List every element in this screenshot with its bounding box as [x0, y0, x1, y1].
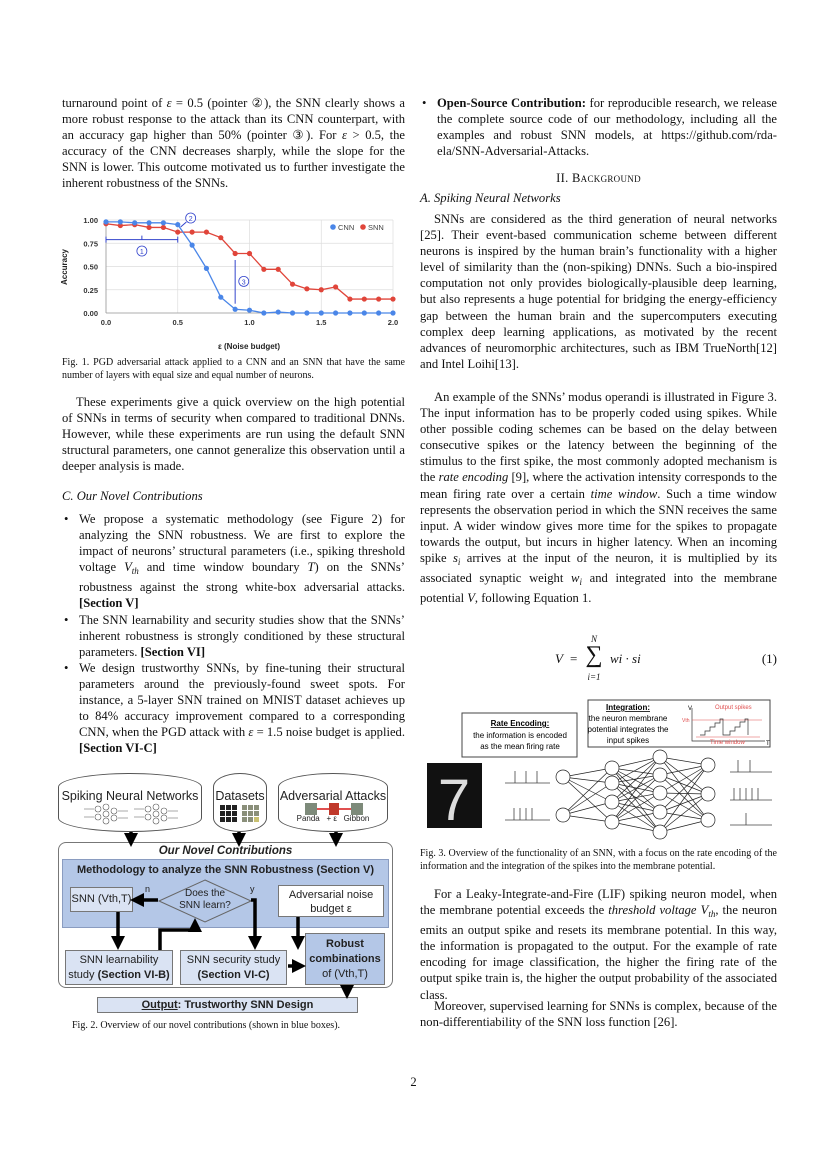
- page-number: 2: [410, 1075, 417, 1089]
- synapse: [612, 812, 660, 822]
- contributions-title: Our Novel Contributions: [158, 845, 293, 857]
- contribution-item: [62, 511, 405, 612]
- data-point-cnn: [118, 219, 123, 224]
- y-axis-label: Accuracy: [60, 248, 69, 286]
- synapse: [660, 775, 708, 794]
- integration-text: potential integrates the: [587, 725, 669, 734]
- math-text: T: [307, 560, 315, 575]
- heading-spiking-neural-networks: A. Spiking Neural Networks: [420, 191, 561, 205]
- text-run: ) on the SNNs’ robustness against the strong white-box adversarial attacks.: [79, 560, 405, 595]
- output-box: Output: Trustworthy SNN Design: [97, 997, 358, 1013]
- data-point-cnn: [362, 310, 367, 315]
- data-point-snn: [190, 229, 195, 234]
- data-point-cnn: [390, 310, 395, 315]
- fig2-caption: Fig. 2. Overview of our novel contributions (shown in blue boxes).: [72, 1020, 341, 1031]
- synapse: [563, 777, 612, 822]
- decision-label: Does the SNN learn?: [179, 888, 231, 911]
- neuron: [653, 750, 667, 764]
- text-run: , following Equation 1.: [474, 591, 592, 606]
- legend-marker: [360, 224, 366, 230]
- pointer-2-arrow: [181, 222, 187, 227]
- paragraph-lif: [420, 886, 777, 1003]
- contribution-item: [62, 612, 405, 660]
- legend-marker: [330, 224, 336, 230]
- data-point-snn: [146, 225, 151, 230]
- data-point-cnn: [175, 222, 180, 227]
- data-point-snn: [347, 296, 352, 301]
- neuron: [653, 768, 667, 782]
- synapse: [563, 777, 612, 802]
- open-source-item: • Open-Source Contribution: for reproducible research, we release the complete source code of our methodology, including all the examples and robust SNN models, at https://github.com/rda-ela/SNN-Adversarial-Attacks.: [420, 95, 777, 159]
- data-point-snn: [161, 225, 166, 230]
- open-source-list: [420, 95, 777, 159]
- data-point-snn: [304, 286, 309, 291]
- output-spikes-label: Output spikes: [715, 705, 752, 711]
- paragraph-snn-intro: [420, 211, 777, 372]
- datasets-database-label: Datasets: [215, 789, 265, 803]
- text-run: and integrated into the membrane potential: [420, 571, 777, 606]
- data-point-cnn: [146, 220, 151, 225]
- synapse: [612, 822, 660, 832]
- rate-encoding-text: as the mean firing rate: [480, 742, 560, 751]
- pointer-1-label: 1: [139, 249, 144, 256]
- neuron: [701, 813, 715, 827]
- methodology-title: Methodology to analyze the SNN Robustness (Section V): [76, 864, 375, 876]
- data-point-cnn: [276, 309, 281, 314]
- x-tick-label: 1.0: [244, 318, 255, 327]
- neuron: [605, 761, 619, 775]
- data-point-snn: [233, 251, 238, 256]
- data-point-snn: [362, 296, 367, 301]
- digit-seven: 7: [437, 768, 471, 833]
- x-tick-label: 0.5: [172, 318, 183, 327]
- bold-text: [Section V]: [79, 596, 139, 611]
- synapse: [563, 768, 612, 777]
- math-text: rate encoding: [438, 470, 509, 485]
- fig3-caption: Fig. 3. Overview of the functionality of an SNN, with a focus on the rate encoding of the information and the integration of the spikes into the membrane potential.: [420, 848, 777, 872]
- data-point-cnn: [347, 310, 352, 315]
- math-text: ε: [248, 725, 254, 740]
- fig3-diagram: [420, 695, 790, 845]
- contribution-item: [62, 660, 405, 757]
- data-point-snn: [247, 251, 252, 256]
- data-point-snn: [376, 296, 381, 301]
- data-point-snn: [333, 284, 338, 289]
- neuron: [701, 758, 715, 772]
- x-tick-label: 0.0: [100, 318, 112, 327]
- bold-text: [Section VI]: [140, 644, 206, 659]
- neuron: [701, 787, 715, 801]
- no-label: n: [145, 884, 151, 894]
- fig2-arrows: [55, 770, 410, 1010]
- neuron: [556, 808, 570, 822]
- y-tick-label: 0.00: [83, 309, 98, 318]
- rate-encoding-text: the information is encoded: [473, 731, 567, 740]
- data-point-snn: [204, 229, 209, 234]
- pointer-1-bracket: [106, 236, 178, 243]
- data-point-cnn: [204, 266, 209, 271]
- text-run: arrives at the input of the neuron, it is multiplied by its associated synaptic weight: [420, 550, 777, 586]
- integration-text: the neuron membrane: [588, 714, 668, 723]
- robust-combinations-box: Robust combinations of (Vth,T): [305, 933, 385, 985]
- y-tick-label: 0.50: [83, 262, 98, 272]
- math-text: ε: [166, 96, 172, 110]
- neuron: [653, 805, 667, 819]
- synapse: [563, 768, 612, 815]
- math-text: V: [467, 591, 475, 606]
- math-text: V: [700, 903, 709, 918]
- math-text: i: [579, 577, 582, 588]
- data-point-cnn: [233, 307, 238, 312]
- attack-labels: Panda + ε Gibbon: [296, 814, 370, 823]
- data-point-cnn: [247, 308, 252, 313]
- integration-title: Integration:: [606, 703, 650, 712]
- section-heading-background: II. Background: [556, 171, 641, 185]
- bold-text: [Section VI-C]: [79, 741, 157, 756]
- text-run: = 1.5 noise budget is applied.: [253, 725, 405, 740]
- data-point-cnn: [161, 220, 166, 225]
- neuron: [605, 795, 619, 809]
- text-run: [9], where the activation intensity corresponds to the mean firing rate over a certain: [420, 470, 777, 501]
- text-run: SNNs are considered as the third generation of neural networks [25]. Their event-based communication scheme between different neurons is inspired by the human brain’s functionality with a higher level of similarity than the (non-spiking) DNNs. Such a bio-inspired computation not only provides biologically-plausible deep learning, but also represents a huge potential for bridging the energy-efficiency gap between the human brain and the supercomputers executing complex deep learning applications, as motivated by the recent advances of neuromorphic architectures, such as IBM TrueNorth[12] and Intel Loihi[13].: [420, 212, 777, 371]
- data-point-snn: [175, 229, 180, 234]
- synapse: [563, 815, 612, 822]
- text-run: turnaround point of: [62, 96, 167, 110]
- x-axis-label: ε (Noise budget): [217, 342, 281, 351]
- neuron: [653, 825, 667, 839]
- equation-term: wi · si: [610, 651, 641, 666]
- data-point-cnn: [132, 220, 137, 225]
- attacks-database-label: Adversarial Attacks: [279, 789, 387, 803]
- y-tick-label: 0.75: [83, 239, 98, 249]
- snn-database-label: Spiking Neural Networks: [61, 789, 199, 803]
- data-point-snn: [276, 267, 281, 272]
- math-text: i: [457, 556, 461, 567]
- neuron: [605, 815, 619, 829]
- text-run: Moreover, supervised learning for SNNs is complex, because of the non-differentiability of the SNN loss function [26].: [420, 999, 777, 1030]
- pointer-2-label: 2: [188, 216, 193, 223]
- data-point-snn: [261, 267, 266, 272]
- mnist-digit-image: [427, 763, 482, 833]
- math-text: s: [452, 550, 458, 565]
- equation-lhs: V: [555, 651, 563, 666]
- neuron: [556, 770, 570, 784]
- math-text: th: [131, 566, 139, 577]
- text-run: = 0.5 (pointer ②), the SNN clearly shows a more robust response to the attack than its CNN counterpart, with an accuracy gap higher than 50% (pointer ③). For: [62, 96, 405, 143]
- synapse: [612, 783, 660, 793]
- fig1-chart: [55, 205, 410, 355]
- paragraph-intro: [62, 95, 405, 192]
- security-study-box: SNN security study (Section VI-C): [180, 950, 287, 985]
- equation-1: V = N ∑ i=1 wi · si (1): [555, 634, 777, 682]
- noise-budget-box: Adversarial noise budget ε: [278, 885, 384, 917]
- neuron: [605, 776, 619, 790]
- heading-contributions: C. Our Novel Contributions: [62, 489, 203, 503]
- data-point-cnn: [333, 310, 338, 315]
- legend-label: CNN: [338, 223, 355, 232]
- integration-text: input spikes: [606, 736, 650, 745]
- math-text: w: [571, 571, 580, 586]
- text-run: The SNN learnability and security studies show that the SNNs’ inherent robustness is strongly conditioned by these structural parameters.: [79, 612, 405, 659]
- sum-upper: N: [590, 634, 597, 644]
- data-point-cnn: [261, 310, 266, 315]
- neuron: [653, 786, 667, 800]
- yes-label: y: [250, 884, 255, 894]
- equation-number: (1): [761, 651, 777, 666]
- x-tick-label: 2.0: [387, 318, 399, 327]
- data-point-cnn: [376, 310, 381, 315]
- t-axis-label: T: [766, 741, 770, 747]
- paragraph-snn-example: [420, 389, 777, 606]
- data-point-snn: [390, 296, 395, 301]
- data-point-cnn: [218, 295, 223, 300]
- synapse: [563, 783, 612, 815]
- learnability-study-box: SNN learnability study (Section VI-B): [65, 950, 173, 985]
- math-text: V: [124, 560, 132, 575]
- synapse: [612, 757, 660, 802]
- rate-encoding-title: Rate Encoding:: [490, 719, 550, 728]
- data-point-snn: [290, 282, 295, 287]
- data-point-cnn: [290, 310, 295, 315]
- math-text: th: [708, 909, 716, 920]
- data-point-cnn: [304, 310, 309, 315]
- text-run: For a Leaky-Integrate-and-Fire (LIF) spiking neuron model, when the membrane potential exceeds the: [420, 887, 777, 918]
- legend-label: SNN: [368, 223, 384, 232]
- y-tick-label: 0.25: [83, 285, 98, 295]
- snn-parameters-box: SNN (Vth,T): [70, 887, 133, 912]
- sum-symbol: ∑: [585, 642, 603, 668]
- neural-network: [556, 750, 715, 839]
- pointer-3-label: 3: [241, 279, 246, 287]
- paragraph-supervised: [420, 998, 777, 1030]
- data-point-cnn: [319, 310, 324, 315]
- paragraph-experiments: [62, 394, 405, 474]
- vth-label: Vth: [682, 718, 690, 724]
- contributions-list: [62, 511, 405, 756]
- x-tick-label: 1.5: [316, 318, 327, 327]
- data-point-cnn: [103, 219, 108, 224]
- text-run: We design trustworthy SNNs, by fine-tuning their structural parameters around the previously-found sweet spots. For instance, a 5-layer SNN trained on MNIST dataset achieves up to 84% accuracy improvement compared to a corresponding CNN, when the PGD attack with: [79, 660, 405, 740]
- sum-lower: i=1: [587, 672, 601, 682]
- synapse: [563, 777, 612, 783]
- text-run: and time window boundary: [138, 560, 308, 575]
- text-run: We propose a systematic methodology (see Figure 2) for analyzing the SNN robustness. We are first to explore the impact of neurons’ structural parameters (i.e., spiking threshold voltage: [79, 512, 405, 575]
- text-run: > 0.5, the accuracy of the CNN decreases sharply, while the slope for the SNN is lower. This outcome motivated us to further investigate the inherent robustness of the SNNs.: [62, 128, 406, 191]
- math-text: time window: [590, 486, 658, 501]
- data-point-snn: [218, 235, 223, 240]
- y-tick-label: 1.00: [83, 216, 98, 225]
- data-point-cnn: [190, 243, 195, 248]
- math-text: ε: [342, 128, 347, 143]
- text-run: An example of the SNNs’ modus operandi is illustrated in Figure 3. The input information has to be properly coded using spikes. While other possible coding schemes can be based on the delay between consecutive spikes or the latency between the beginning of the stimulus to the first spike, the most commonly adopted mechanism is the: [420, 390, 777, 485]
- text-run: These experiments give a quick overview on the high potential of SNNs in terms of security when compared to traditional DNNs. However, while these experiments are run using the default SNN structural parameters, one cannot generalize this observation until a deeper analysis is made.: [62, 395, 405, 474]
- text-run: . Such a time window represents the observation period in which the SNN receives the same input. A wider window gives more time for the spikes to propagate towards the output, but incurs in higher latency. When an incoming spike: [420, 486, 777, 565]
- data-point-snn: [319, 287, 324, 292]
- math-text: threshold voltage: [608, 903, 697, 918]
- v-axis-label: V: [688, 706, 693, 712]
- synapse: [612, 802, 660, 812]
- fig1-caption: Fig. 1. PGD adversarial attack applied to a CNN and an SNN that have the same number of layers with equal size and equal number of neurons.: [62, 357, 405, 381]
- synapse: [563, 802, 612, 815]
- text-run: , the neuron emits an output spike and resets its membrane potential. In this way, the information is propagated to the output. For the example of rate encoding for image classification, the higher the firing rate of the output spike train is, the higher the output probability of the associated class.: [420, 903, 777, 1002]
- time-window-label: Time window: [710, 740, 745, 746]
